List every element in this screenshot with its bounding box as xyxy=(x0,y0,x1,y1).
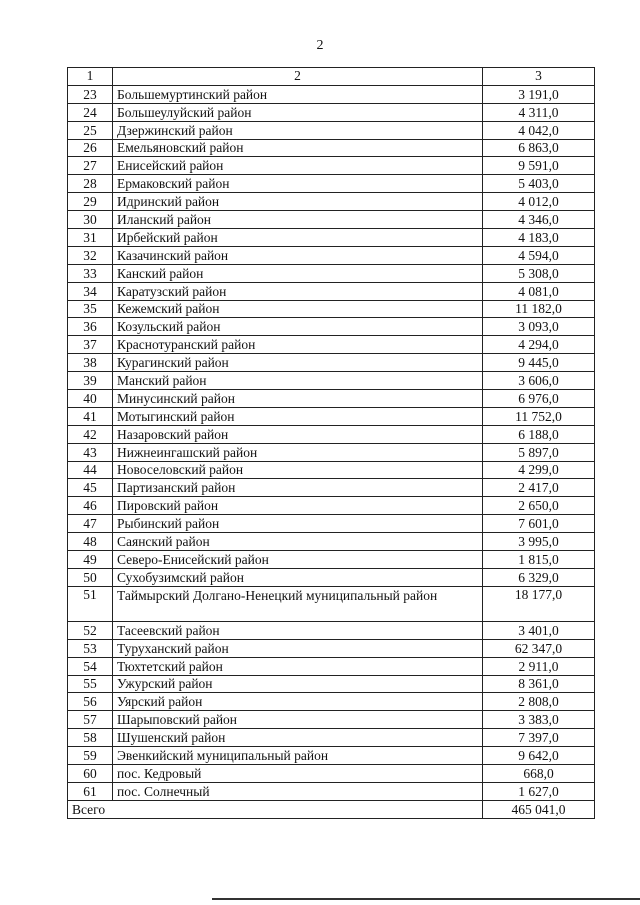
footer-divider xyxy=(212,898,640,900)
district-name: Большеулуйский район xyxy=(113,103,483,121)
district-name: Каратузский район xyxy=(113,282,483,300)
table-row xyxy=(68,139,595,157)
district-name: пос. Кедровый xyxy=(113,764,483,782)
amount-value: 62 347,0 xyxy=(483,639,595,657)
table-row xyxy=(68,675,595,693)
amount-value: 6 976,0 xyxy=(483,390,595,408)
row-number: 37 xyxy=(68,336,113,354)
district-name: Ужурский район xyxy=(113,675,483,693)
row-number: 23 xyxy=(68,85,113,103)
district-name: Кежемский район xyxy=(113,300,483,318)
row-number: 53 xyxy=(68,639,113,657)
row-number: 46 xyxy=(68,497,113,515)
table-row xyxy=(68,425,595,443)
table-row xyxy=(68,407,595,425)
column-header-name: 2 xyxy=(113,68,483,86)
table-row xyxy=(68,711,595,729)
table-body xyxy=(68,85,595,818)
district-name: Канский район xyxy=(113,264,483,282)
row-number: 29 xyxy=(68,193,113,211)
amount-value: 4 299,0 xyxy=(483,461,595,479)
row-number: 56 xyxy=(68,693,113,711)
district-name: Таймырский Долгано-Ненецкий муниципальный район xyxy=(113,586,483,621)
district-name: Туруханский район xyxy=(113,639,483,657)
table-row xyxy=(68,354,595,372)
table-row xyxy=(68,533,595,551)
table-row xyxy=(68,782,595,800)
row-number: 40 xyxy=(68,390,113,408)
row-number: 24 xyxy=(68,103,113,121)
total-row xyxy=(68,800,595,818)
table-row xyxy=(68,175,595,193)
district-name: Назаровский район xyxy=(113,425,483,443)
district-name: Нижнеингашский район xyxy=(113,443,483,461)
row-number: 25 xyxy=(68,121,113,139)
amount-value: 4 081,0 xyxy=(483,282,595,300)
amount-value: 3 401,0 xyxy=(483,621,595,639)
amount-value: 668,0 xyxy=(483,764,595,782)
amount-value: 4 311,0 xyxy=(483,103,595,121)
district-name: Краснотуранский район xyxy=(113,336,483,354)
table-row xyxy=(68,85,595,103)
amount-value: 3 995,0 xyxy=(483,533,595,551)
district-name: Ирбейский район xyxy=(113,229,483,247)
district-name: Козульский район xyxy=(113,318,483,336)
row-number: 31 xyxy=(68,229,113,247)
row-number: 28 xyxy=(68,175,113,193)
table-row xyxy=(68,121,595,139)
district-name: Северо-Енисейский район xyxy=(113,551,483,569)
amount-value: 9 445,0 xyxy=(483,354,595,372)
row-number: 52 xyxy=(68,621,113,639)
row-number: 57 xyxy=(68,711,113,729)
district-name: Эвенкийский муниципальный район xyxy=(113,747,483,765)
row-number: 38 xyxy=(68,354,113,372)
amount-value: 8 361,0 xyxy=(483,675,595,693)
table-row xyxy=(68,693,595,711)
district-name: Тюхтетский район xyxy=(113,657,483,675)
amount-value: 7 397,0 xyxy=(483,729,595,747)
district-name: Курагинский район xyxy=(113,354,483,372)
row-number: 54 xyxy=(68,657,113,675)
district-name: Рыбинский район xyxy=(113,515,483,533)
amount-value: 11 752,0 xyxy=(483,407,595,425)
table-row xyxy=(68,657,595,675)
table-row xyxy=(68,246,595,264)
table-row xyxy=(68,551,595,569)
row-number: 26 xyxy=(68,139,113,157)
table-row xyxy=(68,515,595,533)
total-value: 465 041,0 xyxy=(483,800,595,818)
row-number: 50 xyxy=(68,568,113,586)
district-name: Казачинский район xyxy=(113,246,483,264)
amount-value: 5 403,0 xyxy=(483,175,595,193)
district-name: Мотыгинский район xyxy=(113,407,483,425)
row-number: 32 xyxy=(68,246,113,264)
row-number: 27 xyxy=(68,157,113,175)
amount-value: 2 417,0 xyxy=(483,479,595,497)
district-name: Емельяновский район xyxy=(113,139,483,157)
district-name: Дзержинский район xyxy=(113,121,483,139)
page-number: 2 xyxy=(316,38,324,53)
row-number: 55 xyxy=(68,675,113,693)
row-number: 47 xyxy=(68,515,113,533)
column-header-value: 3 xyxy=(483,68,595,86)
row-number: 51 xyxy=(68,586,113,621)
amount-value: 5 897,0 xyxy=(483,443,595,461)
amount-value: 4 042,0 xyxy=(483,121,595,139)
district-name: Новоселовский район xyxy=(113,461,483,479)
amount-value: 6 863,0 xyxy=(483,139,595,157)
row-number: 30 xyxy=(68,211,113,229)
table-row xyxy=(68,229,595,247)
budget-table xyxy=(67,67,595,819)
table-row xyxy=(68,479,595,497)
district-name: Большемуртинский район xyxy=(113,85,483,103)
amount-value: 3 383,0 xyxy=(483,711,595,729)
table-header-row xyxy=(68,68,595,86)
table-row xyxy=(68,764,595,782)
district-name: пос. Солнечный xyxy=(113,782,483,800)
amount-value: 4 294,0 xyxy=(483,336,595,354)
table-row xyxy=(68,211,595,229)
table-row xyxy=(68,747,595,765)
row-number: 34 xyxy=(68,282,113,300)
amount-value: 11 182,0 xyxy=(483,300,595,318)
district-name: Манский район xyxy=(113,372,483,390)
district-name: Минусинский район xyxy=(113,390,483,408)
district-name: Партизанский район xyxy=(113,479,483,497)
row-number: 60 xyxy=(68,764,113,782)
table-row xyxy=(68,372,595,390)
district-name: Ермаковский район xyxy=(113,175,483,193)
amount-value: 6 188,0 xyxy=(483,425,595,443)
district-name: Тасеевский район xyxy=(113,621,483,639)
district-name: Саянский район xyxy=(113,533,483,551)
row-number: 59 xyxy=(68,747,113,765)
row-number: 49 xyxy=(68,551,113,569)
table-row xyxy=(68,282,595,300)
column-header-number: 1 xyxy=(68,68,113,86)
row-number: 45 xyxy=(68,479,113,497)
row-number: 48 xyxy=(68,533,113,551)
district-name: Енисейский район xyxy=(113,157,483,175)
row-number: 36 xyxy=(68,318,113,336)
table-row xyxy=(68,103,595,121)
table-row xyxy=(68,497,595,515)
amount-value: 4 012,0 xyxy=(483,193,595,211)
amount-value: 3 606,0 xyxy=(483,372,595,390)
table-row xyxy=(68,586,595,621)
row-number: 42 xyxy=(68,425,113,443)
table-row xyxy=(68,336,595,354)
district-name: Шарыповский район xyxy=(113,711,483,729)
table-row xyxy=(68,157,595,175)
row-number: 41 xyxy=(68,407,113,425)
district-name: Сухобузимский район xyxy=(113,568,483,586)
amount-value: 4 183,0 xyxy=(483,229,595,247)
table-row xyxy=(68,193,595,211)
district-name: Пировский район xyxy=(113,497,483,515)
amount-value: 1 815,0 xyxy=(483,551,595,569)
table-row xyxy=(68,639,595,657)
amount-value: 3 191,0 xyxy=(483,85,595,103)
table-row xyxy=(68,318,595,336)
amount-value: 4 346,0 xyxy=(483,211,595,229)
table-row xyxy=(68,443,595,461)
row-number: 43 xyxy=(68,443,113,461)
row-number: 33 xyxy=(68,264,113,282)
amount-value: 9 642,0 xyxy=(483,747,595,765)
amount-value: 2 911,0 xyxy=(483,657,595,675)
amount-value: 6 329,0 xyxy=(483,568,595,586)
amount-value: 2 650,0 xyxy=(483,497,595,515)
district-name: Идринский район xyxy=(113,193,483,211)
table-row xyxy=(68,390,595,408)
table-row xyxy=(68,568,595,586)
district-name: Шушенский район xyxy=(113,729,483,747)
row-number: 58 xyxy=(68,729,113,747)
amount-value: 5 308,0 xyxy=(483,264,595,282)
district-name: Иланский район xyxy=(113,211,483,229)
amount-value: 2 808,0 xyxy=(483,693,595,711)
amount-value: 9 591,0 xyxy=(483,157,595,175)
table-row xyxy=(68,729,595,747)
amount-value: 18 177,0 xyxy=(483,586,595,621)
table-row xyxy=(68,264,595,282)
row-number: 44 xyxy=(68,461,113,479)
table-row xyxy=(68,461,595,479)
table-row xyxy=(68,621,595,639)
row-number: 35 xyxy=(68,300,113,318)
amount-value: 3 093,0 xyxy=(483,318,595,336)
table-row xyxy=(68,300,595,318)
row-number: 61 xyxy=(68,782,113,800)
amount-value: 7 601,0 xyxy=(483,515,595,533)
amount-value: 1 627,0 xyxy=(483,782,595,800)
amount-value: 4 594,0 xyxy=(483,246,595,264)
total-label: Всего xyxy=(68,800,483,818)
row-number: 39 xyxy=(68,372,113,390)
district-name: Уярский район xyxy=(113,693,483,711)
